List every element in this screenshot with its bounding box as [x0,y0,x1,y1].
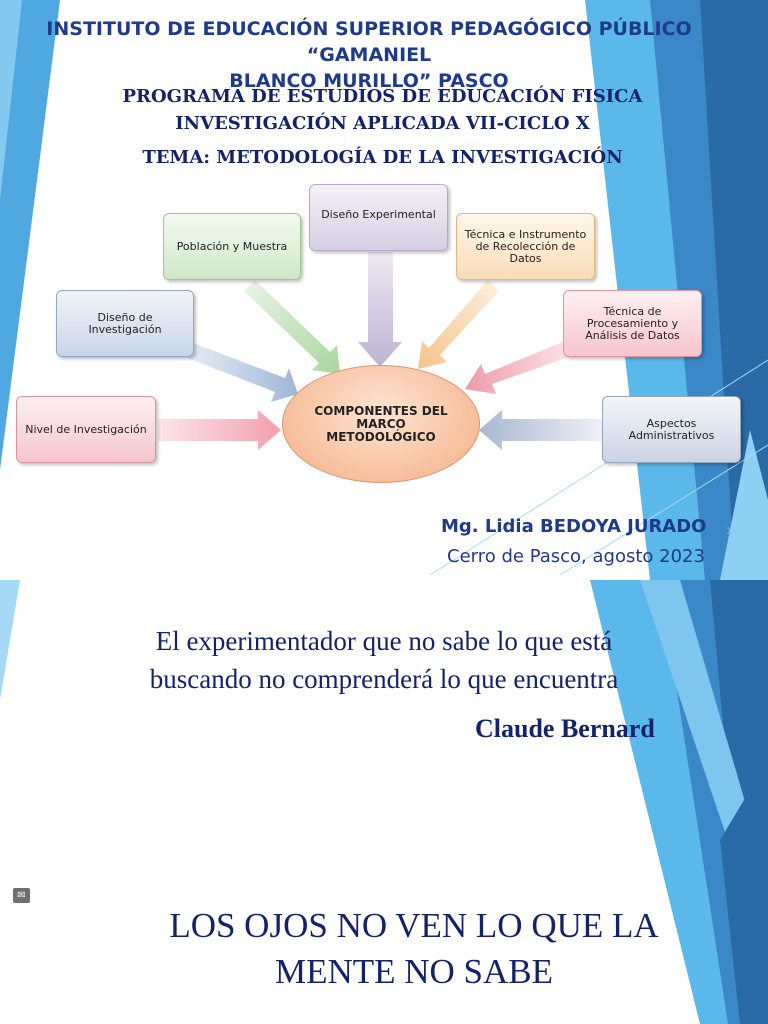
arrow-diseno-investigacion [185,343,298,402]
course-line: INVESTIGACIÓN APLICADA VII-CICLO X [175,113,590,134]
page-number: 1 [726,527,732,537]
node-diseno-experimental: Diseño Experimental [309,184,448,251]
arrow-tecnica-procesamiento [465,341,572,394]
quote-line-1: El experimentador que no sabe lo que está [155,626,613,656]
quote-slide [0,580,768,1024]
arrow-tecnica-instrumento [418,280,499,369]
program-line: PROGRAMA DE ESTUDIOS DE EDUCACIÓN FISICA [122,86,643,107]
motto-line-1: LOS OJOS NO VEN LO QUE LA [169,906,659,945]
motto-text [0,903,768,995]
arrow-aspectos [479,410,602,450]
author-name: Mg. Lidia BEDOYA JURADO [441,516,707,537]
quote-author: Claude Bernard [475,714,655,743]
quote-line-2: buscando no comprenderá lo que encuentra [149,664,619,694]
node-diseno-investigacion: Diseño de Investigación [56,290,194,357]
topic-line: TEMA: METODOLOGÍA DE LA INVESTIGACIÓN [142,147,623,168]
institution-line-2: BLANCO MURILLO” PASCO [229,70,509,92]
node-nivel-investigacion: Nivel de Investigación [16,396,156,463]
quote-text [0,622,768,698]
node-poblacion-muestra: Población y Muestra [163,213,301,280]
node-tecnica-procesamiento: Técnica de Procesamiento y Análisis de Datos [563,290,702,357]
node-tecnica-instrumento: Técnica e Instrumento de Recolección de Datos [456,213,595,280]
arrow-poblacion [244,280,340,374]
mail-icon[interactable]: ✉ [13,888,30,903]
diagram-center-node: COMPONENTES DEL MARCO METODOLÓGICO [282,365,480,483]
institution-line-1: INSTITUTO DE EDUCACIÓN SUPERIOR PEDAGÓGICO PÚBLICO “GAMANIEL [46,18,692,66]
motto-line-2: MENTE NO SABE [274,952,554,991]
place-date: Cerro de Pasco, agosto 2023 [447,546,705,567]
node-aspectos-administrativos: Aspectos Administrativos [602,396,741,463]
arrow-diseno-experimental [358,252,402,367]
arrow-nivel [158,410,281,450]
